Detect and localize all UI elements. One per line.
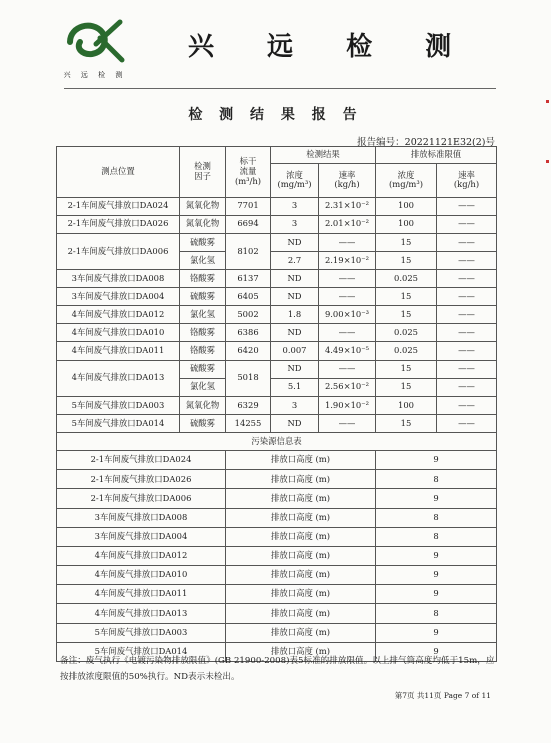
source-param-cell: 排放口高度 (m) bbox=[226, 566, 376, 585]
limit-rate-cell: —— bbox=[437, 360, 497, 378]
limit-rate-cell: —— bbox=[437, 396, 497, 414]
limit-conc-cell: 15 bbox=[376, 288, 437, 306]
conc-cell: 0.007 bbox=[271, 342, 319, 360]
source-param-cell: 排放口高度 (m) bbox=[226, 451, 376, 470]
limit-conc-cell: 15 bbox=[376, 233, 437, 251]
limit-conc-cell: 15 bbox=[376, 360, 437, 378]
rate-cell: 4.49×10⁻⁵ bbox=[319, 342, 376, 360]
header-divider bbox=[64, 88, 496, 89]
factor-cell: 氮氧化物 bbox=[180, 197, 226, 215]
table-row bbox=[57, 396, 497, 414]
logo-subtitle: 兴 远 检 测 bbox=[63, 71, 127, 79]
source-row bbox=[57, 489, 497, 508]
flow-cell: 6386 bbox=[226, 324, 271, 342]
header-limit-conc-unit: (mg/m³) bbox=[389, 179, 423, 190]
limit-rate-cell: —— bbox=[437, 270, 497, 288]
flow-cell: 6694 bbox=[226, 215, 271, 233]
header-limit-rate-label: 速率 bbox=[458, 169, 475, 180]
note: 备注：废气执行《电镀污染物排放限值》(GB 21900-2008)表5标准的排放限值。以上排气筒高度均低于15m，应按排放浓度限值的50%执行。ND表示未检出。 bbox=[60, 656, 495, 682]
source-height-cell: 8 bbox=[376, 527, 497, 546]
source-height-cell: 9 bbox=[376, 489, 497, 508]
limit-rate-cell: —— bbox=[437, 306, 497, 324]
page-footer: 第7页 共11页 Page 7 of 11 bbox=[394, 691, 491, 700]
point-cell: 4车间废气排放口DA013 bbox=[57, 360, 180, 396]
rate-cell: 9.00×10⁻³ bbox=[319, 306, 376, 324]
brand-title: 兴 远 检 测 bbox=[188, 32, 474, 62]
limit-rate-cell: —— bbox=[437, 197, 497, 215]
source-row bbox=[57, 546, 497, 565]
rate-cell: —— bbox=[319, 233, 376, 251]
table-row bbox=[57, 306, 497, 324]
table-row bbox=[57, 233, 497, 251]
limit-conc-cell: 0.025 bbox=[376, 270, 437, 288]
source-height-cell: 9 bbox=[376, 642, 497, 661]
header-rate-unit: (kg/h) bbox=[334, 179, 360, 190]
source-param-cell: 排放口高度 (m) bbox=[226, 527, 376, 546]
conc-cell: ND bbox=[271, 233, 319, 251]
table-row bbox=[57, 270, 497, 288]
header-flow-text: 标干 流量 (m³/h) bbox=[234, 156, 262, 186]
factor-cell: 氮氧化物 bbox=[180, 396, 226, 414]
table-row bbox=[57, 414, 497, 432]
source-height-cell: 9 bbox=[376, 451, 497, 470]
limit-conc-cell: 100 bbox=[376, 197, 437, 215]
source-point-cell: 2-1车间废气排放口DA026 bbox=[57, 470, 226, 489]
rate-cell: 2.56×10⁻² bbox=[319, 378, 376, 396]
factor-cell: 氯化氢 bbox=[180, 306, 226, 324]
source-row bbox=[57, 623, 497, 642]
limit-conc-cell: 15 bbox=[376, 414, 437, 432]
rate-cell: —— bbox=[319, 360, 376, 378]
source-point-cell: 4车间废气排放口DA011 bbox=[57, 585, 226, 604]
source-height-cell: 9 bbox=[376, 566, 497, 585]
limit-rate-cell: —— bbox=[437, 414, 497, 432]
factor-cell: 氯化氢 bbox=[180, 251, 226, 269]
rate-cell: 2.19×10⁻² bbox=[319, 251, 376, 269]
header-rate bbox=[319, 163, 376, 197]
conc-cell: ND bbox=[271, 324, 319, 342]
source-row bbox=[57, 604, 497, 623]
edge-mark bbox=[546, 160, 549, 163]
edge-mark bbox=[546, 100, 549, 103]
source-point-cell: 3车间废气排放口DA008 bbox=[57, 508, 226, 527]
limit-rate-cell: —— bbox=[437, 251, 497, 269]
table-row bbox=[57, 215, 497, 233]
results-table bbox=[56, 146, 497, 662]
source-param-cell: 排放口高度 (m) bbox=[226, 508, 376, 527]
table-row bbox=[57, 324, 497, 342]
source-point-cell: 4车间废气排放口DA013 bbox=[57, 604, 226, 623]
results-table-body bbox=[57, 147, 497, 662]
conc-cell: ND bbox=[271, 414, 319, 432]
flow-cell: 5018 bbox=[226, 360, 271, 396]
header-conc-label: 浓度 bbox=[286, 169, 303, 180]
limit-rate-cell: —— bbox=[437, 288, 497, 306]
rate-cell: —— bbox=[319, 288, 376, 306]
source-param-cell: 排放口高度 (m) bbox=[226, 470, 376, 489]
header-limit-conc bbox=[376, 163, 437, 197]
conc-cell: ND bbox=[271, 288, 319, 306]
table-row bbox=[57, 288, 497, 306]
source-row bbox=[57, 585, 497, 604]
point-cell: 2-1车间废气排放口DA006 bbox=[57, 233, 180, 269]
source-row bbox=[57, 508, 497, 527]
source-row bbox=[57, 566, 497, 585]
limit-conc-cell: 100 bbox=[376, 396, 437, 414]
source-param-cell: 排放口高度 (m) bbox=[226, 585, 376, 604]
conc-cell: ND bbox=[271, 270, 319, 288]
point-cell: 4车间废气排放口DA011 bbox=[57, 342, 180, 360]
flow-cell: 14255 bbox=[226, 414, 271, 432]
factor-cell: 硫酸雾 bbox=[180, 414, 226, 432]
factor-cell: 氮氧化物 bbox=[180, 215, 226, 233]
conc-cell: 5.1 bbox=[271, 378, 319, 396]
conc-cell: 3 bbox=[271, 215, 319, 233]
source-height-cell: 9 bbox=[376, 546, 497, 565]
header-flow bbox=[226, 147, 271, 198]
conc-cell: 1.8 bbox=[271, 306, 319, 324]
report-number: 报告编号：20221121E32(2)号 bbox=[357, 137, 495, 148]
source-height-cell: 8 bbox=[376, 470, 497, 489]
table-row bbox=[57, 197, 497, 215]
source-param-cell: 排放口高度 (m) bbox=[226, 546, 376, 565]
point-cell: 4车间废气排放口DA010 bbox=[57, 324, 180, 342]
source-param-cell: 排放口高度 (m) bbox=[226, 489, 376, 508]
point-cell: 2-1车间废气排放口DA026 bbox=[57, 215, 180, 233]
header-factor bbox=[180, 147, 226, 198]
point-cell: 5车间废气排放口DA014 bbox=[57, 414, 180, 432]
source-point-cell: 2-1车间废气排放口DA006 bbox=[57, 489, 226, 508]
header-limits: 排放标准限值 bbox=[376, 147, 497, 164]
source-param-cell: 排放口高度 (m) bbox=[226, 642, 376, 661]
table-row bbox=[57, 360, 497, 378]
rate-cell: 1.90×10⁻² bbox=[319, 396, 376, 414]
factor-cell: 铬酸雾 bbox=[180, 324, 226, 342]
rate-cell: —— bbox=[319, 414, 376, 432]
source-point-cell: 5车间废气排放口DA003 bbox=[57, 623, 226, 642]
source-row bbox=[57, 470, 497, 489]
header-results: 检测结果 bbox=[271, 147, 376, 164]
header-rate-label: 速率 bbox=[338, 169, 356, 180]
point-cell: 3车间废气排放口DA008 bbox=[57, 270, 180, 288]
header-limit-conc-label: 浓度 bbox=[397, 169, 415, 180]
source-param-cell: 排放口高度 (m) bbox=[226, 623, 376, 642]
source-height-cell: 9 bbox=[376, 623, 497, 642]
source-table-title: 污染源信息表 bbox=[57, 433, 497, 451]
rate-cell: 2.31×10⁻² bbox=[319, 197, 376, 215]
rate-cell: —— bbox=[319, 324, 376, 342]
limit-conc-cell: 15 bbox=[376, 251, 437, 269]
header-factor-text: 检测 因子 bbox=[194, 161, 211, 181]
limit-rate-cell: —— bbox=[437, 342, 497, 360]
limit-conc-cell: 0.025 bbox=[376, 342, 437, 360]
company-logo bbox=[62, 14, 128, 64]
conc-cell: 3 bbox=[271, 197, 319, 215]
source-row bbox=[57, 451, 497, 470]
limit-conc-cell: 15 bbox=[376, 306, 437, 324]
factor-cell: 硫酸雾 bbox=[180, 288, 226, 306]
flow-cell: 6329 bbox=[226, 396, 271, 414]
limit-rate-cell: —— bbox=[437, 215, 497, 233]
source-row bbox=[57, 527, 497, 546]
source-point-cell: 3车间废气排放口DA004 bbox=[57, 527, 226, 546]
point-cell: 3车间废气排放口DA004 bbox=[57, 288, 180, 306]
point-cell: 5车间废气排放口DA003 bbox=[57, 396, 180, 414]
header-limit-rate-unit: (kg/h) bbox=[453, 179, 480, 190]
source-point-cell: 4车间废气排放口DA010 bbox=[57, 566, 226, 585]
factor-cell: 铬酸雾 bbox=[180, 270, 226, 288]
limit-conc-cell: 15 bbox=[376, 378, 437, 396]
limit-rate-cell: —— bbox=[437, 233, 497, 251]
table-row bbox=[57, 342, 497, 360]
rate-cell: —— bbox=[319, 270, 376, 288]
conc-cell: ND bbox=[271, 360, 319, 378]
flow-cell: 7701 bbox=[226, 197, 271, 215]
factor-cell: 硫酸雾 bbox=[180, 233, 226, 251]
source-height-cell: 8 bbox=[376, 604, 497, 623]
source-height-cell: 9 bbox=[376, 585, 497, 604]
factor-cell: 硫酸雾 bbox=[180, 360, 226, 378]
factor-cell: 铬酸雾 bbox=[180, 342, 226, 360]
header-row-1 bbox=[57, 147, 497, 164]
flow-cell: 6405 bbox=[226, 288, 271, 306]
header-conc bbox=[271, 163, 319, 197]
document-title: 检 测 结 果 报 告 bbox=[188, 107, 363, 123]
factor-cell: 氯化氢 bbox=[180, 378, 226, 396]
header-point: 测点位置 bbox=[57, 147, 180, 198]
flow-cell: 6420 bbox=[226, 342, 271, 360]
source-height-cell: 8 bbox=[376, 508, 497, 527]
flow-cell: 6137 bbox=[226, 270, 271, 288]
source-point-cell: 5车间废气排放口DA014 bbox=[57, 642, 226, 661]
limit-rate-cell: —— bbox=[437, 324, 497, 342]
conc-cell: 2.7 bbox=[271, 251, 319, 269]
point-cell: 4车间废气排放口DA012 bbox=[57, 306, 180, 324]
limit-conc-cell: 100 bbox=[376, 215, 437, 233]
conc-cell: 3 bbox=[271, 396, 319, 414]
limit-conc-cell: 0.025 bbox=[376, 324, 437, 342]
flow-cell: 8102 bbox=[226, 233, 271, 269]
source-param-cell: 排放口高度 (m) bbox=[226, 604, 376, 623]
source-point-cell: 2-1车间废气排放口DA024 bbox=[57, 451, 226, 470]
header-limit-rate bbox=[437, 163, 497, 197]
point-cell: 2-1车间废气排放口DA024 bbox=[57, 197, 180, 215]
rate-cell: 2.01×10⁻² bbox=[319, 215, 376, 233]
source-table-title-row bbox=[57, 433, 497, 451]
flow-cell: 5002 bbox=[226, 306, 271, 324]
source-point-cell: 4车间废气排放口DA012 bbox=[57, 546, 226, 565]
limit-rate-cell: —— bbox=[437, 378, 497, 396]
header-conc-unit: (mg/m³) bbox=[277, 179, 312, 190]
